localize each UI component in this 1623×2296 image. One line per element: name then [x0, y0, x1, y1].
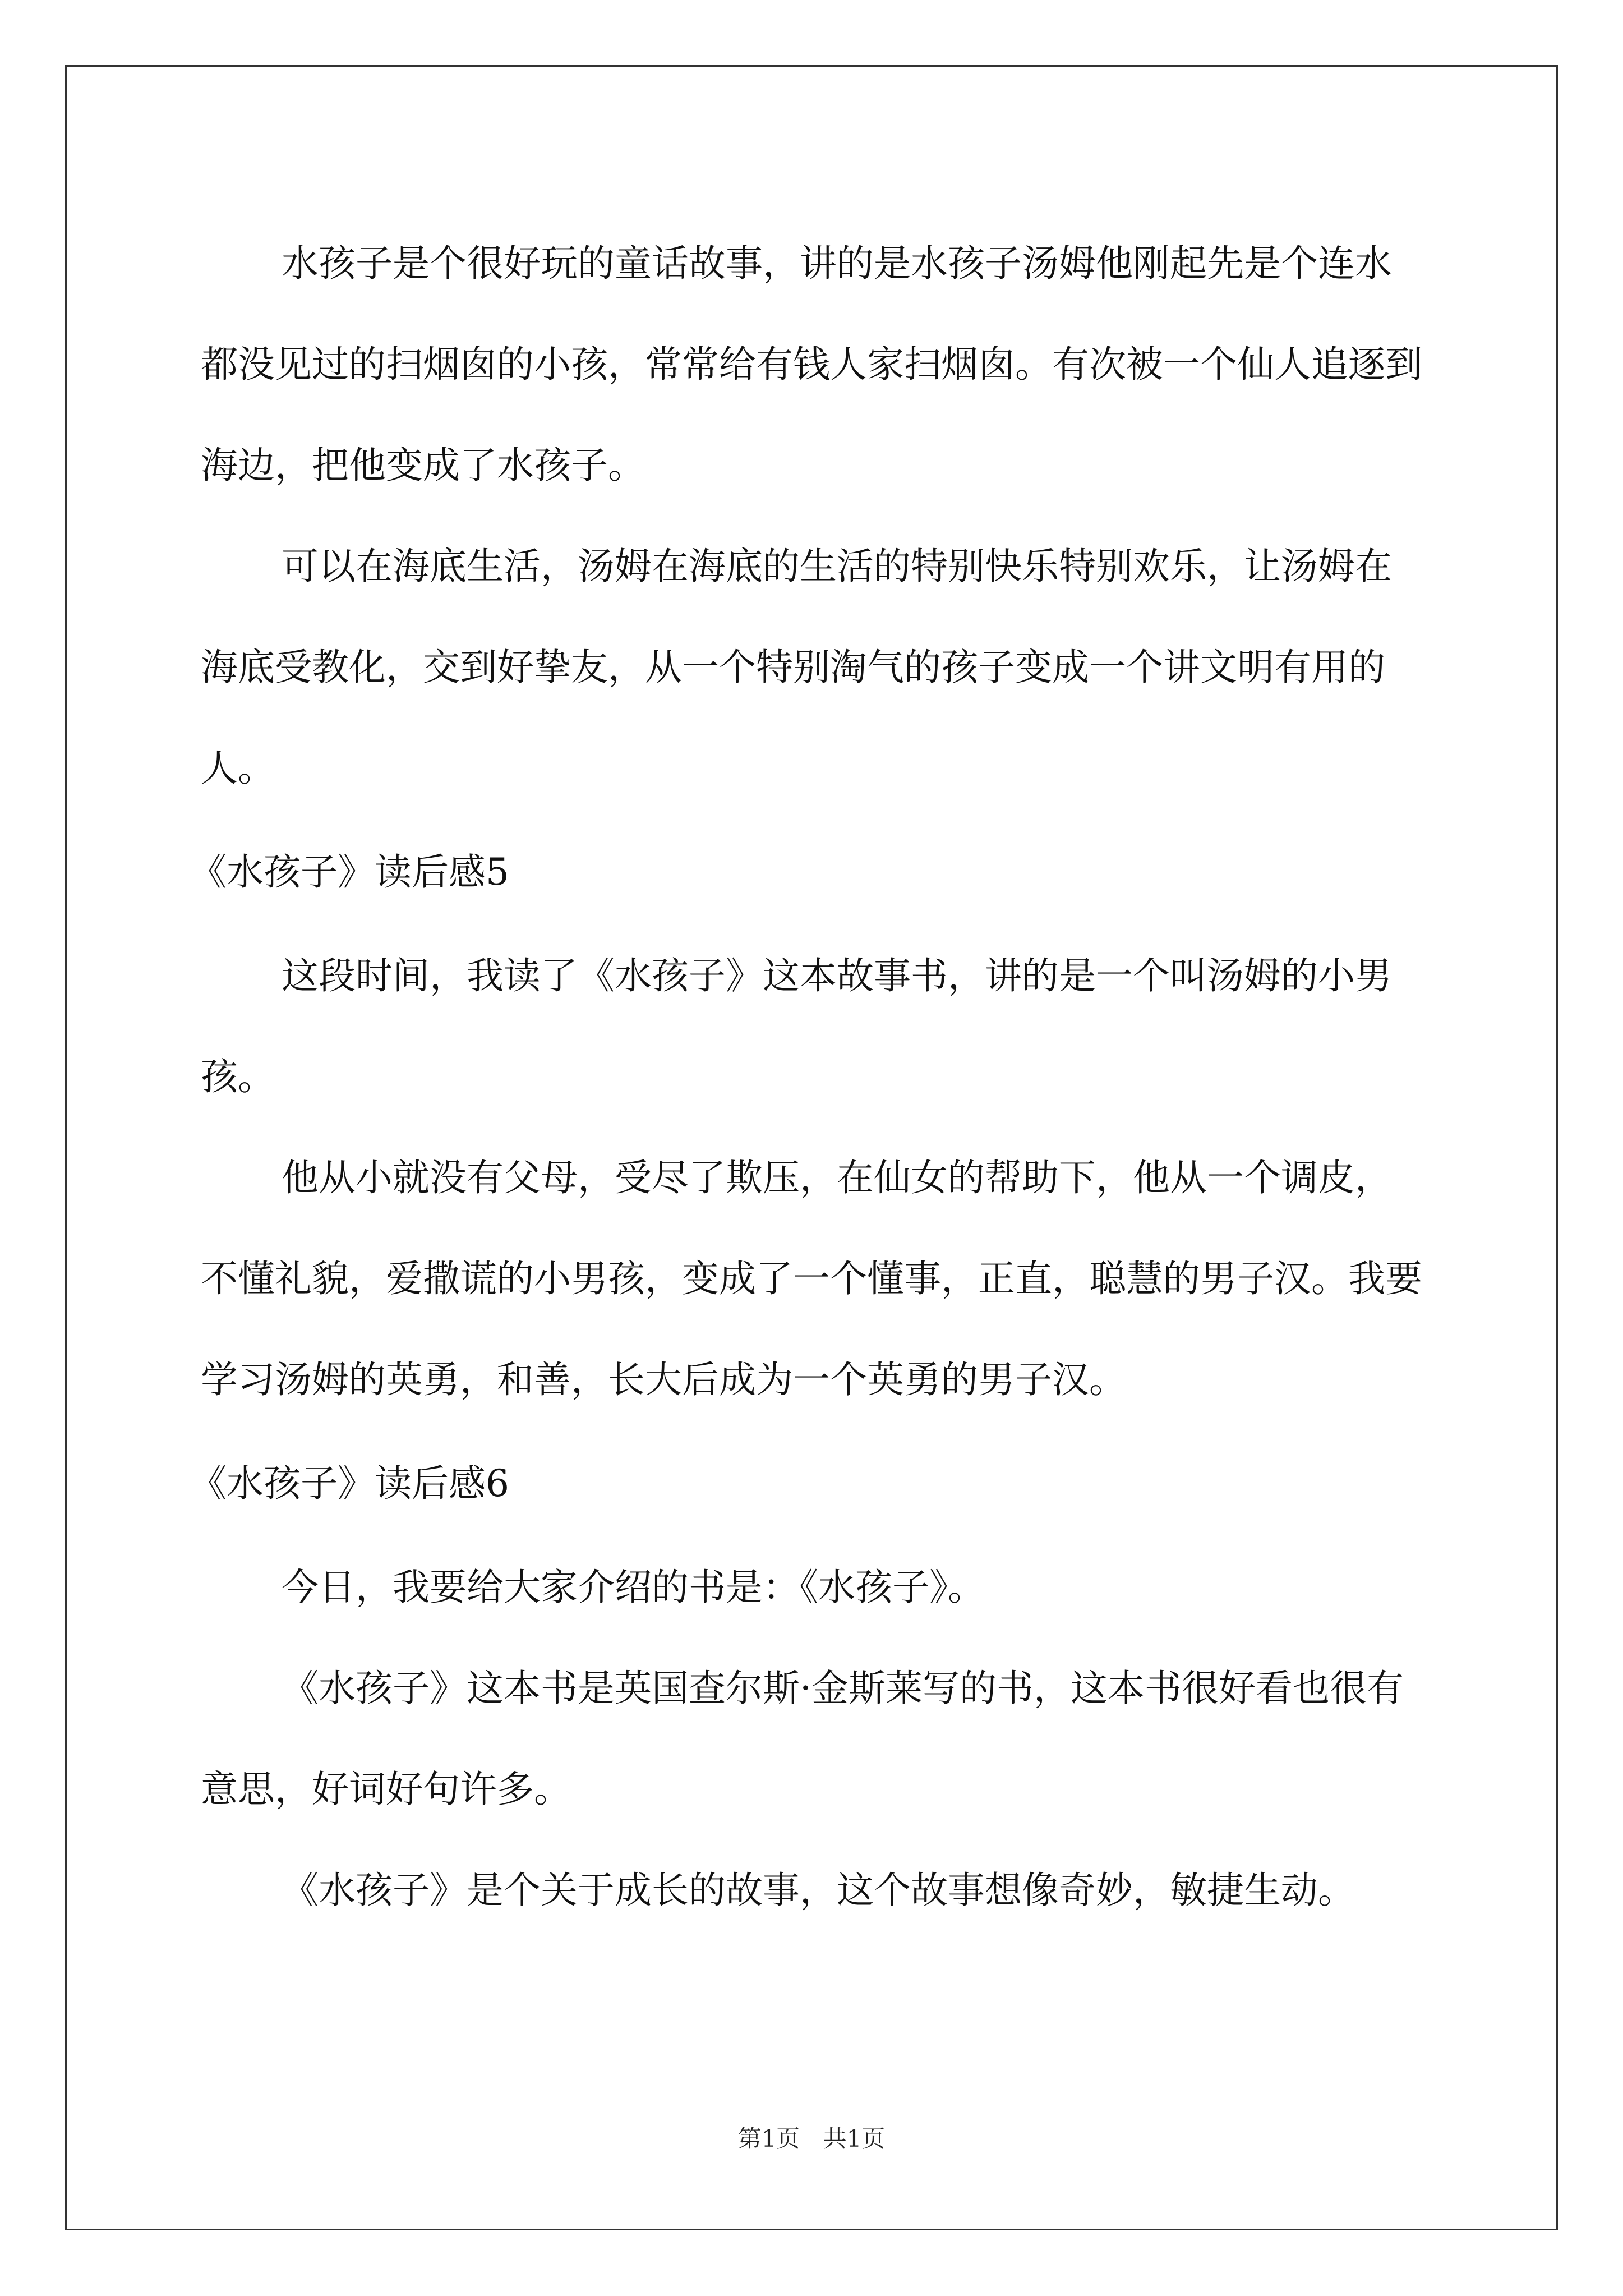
paragraph-7: 《水孩子》是个关于成长的故事，这个故事想像奇妙，敏捷生动。 [282, 1869, 1355, 1912]
document-body [190, 213, 1426, 1941]
paragraph-5: 今日，我要给大家介绍的书是：《水孩子》。 [282, 1566, 985, 1609]
page-number: 第1页 [737, 2125, 800, 2152]
paragraph-1: 水孩子是个很好玩的童话故事，讲的是水孩子汤姆他刚起先是个连水都没见过的扫烟囱的小孩，常常给有钱人家扫烟囱。有次被一个仙人追逐到海边，把他变成了水孩子。 [201, 242, 1422, 487]
paragraph-3: 这段时间，我读了《水孩子》这本故事书，讲的是一个叫汤姆的小男孩。 [201, 954, 1392, 1098]
page-footer [0, 2120, 1623, 2154]
page-total: 共1页 [823, 2125, 886, 2152]
section-heading-5: 《水孩子》读后感5 [190, 850, 509, 894]
paragraph-6: 《水孩子》这本书是英国查尔斯·金斯莱写的书，这本书很好看也很有意思，好词好句许多。 [201, 1667, 1404, 1811]
section-heading-6: 《水孩子》读后感6 [190, 1462, 509, 1505]
paragraph-2: 可以在海底生活，汤姆在海底的生活的特别快乐特别欢乐，让汤姆在海底受教化，交到好挚友，从一个特别淘气的孩子变成一个讲文明有用的人。 [201, 545, 1392, 790]
paragraph-4: 他从小就没有父母，受尽了欺压，在仙女的帮助下，他从一个调皮，不懂礼貌，爱撒谎的小男孩，变成了一个懂事，正直，聪慧的男子汉。我要学习汤姆的英勇，和善，长大后成为一个英勇的男子汉。 [201, 1156, 1422, 1401]
